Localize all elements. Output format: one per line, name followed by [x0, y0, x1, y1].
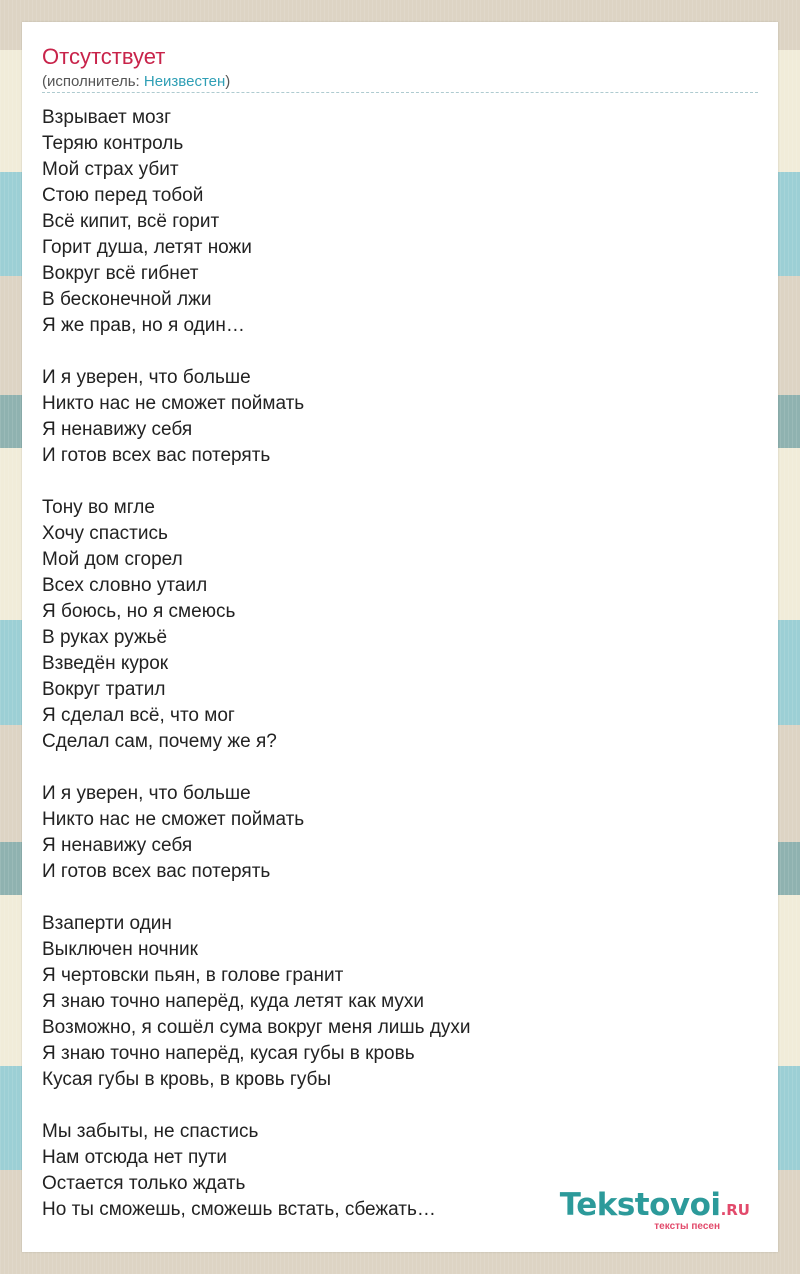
lyric-line: Хочу спастись — [42, 523, 168, 544]
lyric-line: Всё кипит, всё горит — [42, 211, 220, 232]
lyric-line: Вокруг всё гибнет — [42, 263, 199, 284]
lyric-line: Взаперти один — [42, 913, 172, 934]
artist-link[interactable]: Неизвестен — [143, 73, 226, 90]
lyric-line: Стою перед тобой — [42, 185, 204, 206]
lyric-line: Я сделал всё, что мог — [42, 705, 235, 726]
lyric-line: И я уверен, что больше — [42, 367, 251, 388]
lyric-line: Взрывает мозг — [42, 107, 172, 128]
lyric-line: Я знаю точно наперёд, кусая губы в кровь — [42, 1043, 415, 1064]
lyrics-card — [22, 22, 778, 1252]
stanza-break — [42, 755, 752, 781]
lyric-line: Нам отсюда нет пути — [42, 1147, 228, 1168]
lyric-line: Я знаю точно наперёд, куда летят как мухи — [42, 991, 424, 1012]
lyric-line: И готов всех вас потерять — [42, 445, 271, 466]
lyric-line: Я боюсь, но я смеюсь — [42, 601, 236, 622]
song-title: Отсутствует — [42, 44, 166, 69]
lyric-line: Выключен ночник — [42, 939, 198, 960]
lyric-line: Никто нас не сможет поймать — [42, 393, 305, 414]
lyric-line: Всех словно утаил — [42, 575, 208, 596]
lyric-line: Я же прав, но я один… — [42, 315, 245, 336]
lyric-line: Мой страх убит — [42, 159, 179, 180]
lyric-line: Я ненавижу себя — [42, 835, 193, 856]
lyric-line: И готов всех вас потерять — [42, 861, 271, 882]
lyric-line: Я чертовски пьян, в голове гранит — [42, 965, 344, 986]
lyric-line: Остается только ждать — [42, 1173, 246, 1194]
lyric-line: В бесконечной лжи — [42, 289, 212, 310]
artist-line — [42, 72, 230, 92]
stanza-break — [42, 1093, 752, 1119]
artist-suffix: ) — [225, 73, 231, 90]
lyric-line: Кусая губы в кровь, в кровь губы — [42, 1069, 332, 1090]
lyric-line: Вокруг тратил — [42, 679, 166, 700]
lyric-line: Я ненавижу себя — [42, 419, 193, 440]
lyric-line: Взведён курок — [42, 653, 169, 674]
lyric-line: В руках ружьё — [42, 627, 168, 648]
stanza-break — [42, 469, 752, 495]
title-divider — [42, 92, 758, 93]
stanza-break — [42, 885, 752, 911]
lyric-line: Горит душа, летят ножи — [42, 237, 252, 258]
lyric-line: Тону во мгле — [42, 497, 155, 518]
logo-domain: .RU — [720, 1201, 750, 1219]
logo-tagline: тексты песен — [654, 1221, 720, 1232]
artist-prefix: (исполнитель: — [42, 73, 144, 90]
site-logo[interactable] — [530, 1188, 750, 1232]
lyrics-text — [42, 105, 752, 1223]
lyric-line: Но ты сможешь, сможешь встать, сбежать… — [42, 1199, 436, 1220]
lyric-line: Возможно, я сошёл сума вокруг меня лишь духи — [42, 1017, 471, 1038]
logo-name: Tekstovoi — [559, 1187, 721, 1223]
lyric-line: Никто нас не сможет поймать — [42, 809, 305, 830]
lyric-line: Мы забыты, не спастись — [42, 1121, 259, 1142]
stanza-break — [42, 339, 752, 365]
lyric-line: Мой дом сгорел — [42, 549, 183, 570]
lyric-line: И я уверен, что больше — [42, 783, 251, 804]
lyric-line: Теряю контроль — [42, 133, 184, 154]
lyric-line: Сделал сам, почему же я? — [42, 731, 277, 752]
